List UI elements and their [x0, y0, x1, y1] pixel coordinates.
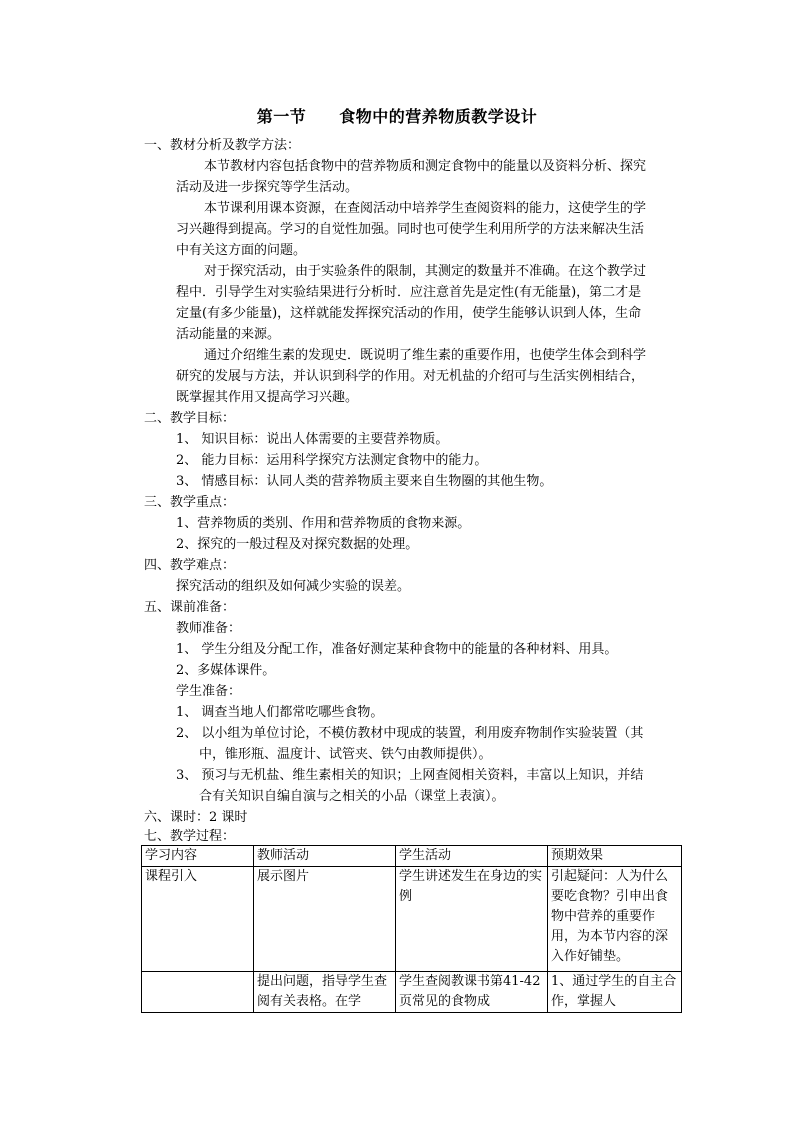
- subheading: 教师准备：: [176, 621, 242, 636]
- section-heading: 一、教材分析及教学方法：: [144, 138, 301, 153]
- paragraph-line: 活动能量的来源。: [176, 327, 281, 342]
- list-item: 1、 学生分组及分配工作，准备好测定某种食物中的能量的各种材料、用具。: [176, 642, 618, 657]
- teaching-process-table: [141, 845, 682, 1013]
- paragraph-line: 中有关这方面的问题。: [176, 243, 307, 258]
- table-header-row: [142, 846, 682, 867]
- table-header-cell: 学生活动: [396, 846, 548, 867]
- table-row: [142, 972, 682, 1013]
- paragraph-line: 探究活动的组织及如何减少实验的误差。: [176, 579, 411, 594]
- section-heading: 六、课时：2 课时: [144, 810, 248, 825]
- paragraph-line: 习兴趣得到提高。学习的自觉性加强。同时也可使学生利用所学的方法来解决生活: [176, 222, 645, 237]
- table-header-cell: 学习内容: [142, 846, 254, 867]
- list-item: 2、探究的一般过程及对探究数据的处理。: [176, 537, 419, 552]
- table-cell: 引起疑问：人为什么要吃食物？引申出食物中营养的重要作用，为本节内容的深入作好铺垫。: [548, 867, 682, 972]
- paragraph-line: 活动及进一步探究等学生活动。: [176, 180, 359, 195]
- table-cell: 1、通过学生的自主合作，掌握人: [548, 972, 682, 1013]
- list-item: 1、营养物质的类别、作用和营养物质的食物来源。: [176, 516, 471, 531]
- list-item: 2、多媒体课件。: [176, 663, 276, 678]
- table-cell: [142, 972, 254, 1013]
- paragraph-line: 定量(有多少能量)，这样就能发挥探究活动的作用，使学生能够认识到人体，生命: [176, 306, 642, 321]
- list-item: 3、 预习与无机盐、维生素相关的知识；上网查阅相关资料，丰富以上知识，并结: [176, 768, 644, 783]
- list-item: 1、 调查当地人们都常吃哪些食物。: [176, 705, 384, 720]
- list-item: 合有关知识自编自演与之相关的小品（课堂上表演）。: [199, 789, 505, 804]
- subheading: 学生准备：: [176, 684, 242, 699]
- paragraph-line: 程中．引导学生对实验结果进行分析时．应注意首先是定性(有无能量)，第二才是: [176, 285, 642, 300]
- section-heading: 五、课前准备：: [144, 600, 236, 615]
- section-heading: 二、教学目标：: [144, 411, 236, 426]
- list-item: 2、 能力目标：运用科学探究方法测定食物中的能力。: [176, 453, 488, 468]
- section-heading: 三、教学重点：: [144, 495, 236, 510]
- table-row: [142, 867, 682, 972]
- table-header-cell: 教师活动: [254, 846, 396, 867]
- table-cell: 提出问题，指导学生查阅有关表格。在学: [254, 972, 396, 1013]
- paragraph-line: 通过介绍维生素的发现史．既说明了维生素的重要作用，也使学生体会到科学: [204, 348, 647, 363]
- paragraph-line: 对于探究活动，由于实验条件的限制，其测定的数量并不准确。在这个教学过: [204, 264, 647, 279]
- section-heading: 四、教学难点：: [144, 558, 236, 573]
- list-item: 3、 情感目标：认同人类的营养物质主要来自生物圈的其他生物。: [176, 474, 553, 489]
- table-cell: 展示图片: [254, 867, 396, 972]
- list-item: 2、 以小组为单位讨论，不模仿教材中现成的装置，利用废弃物制作实验装置（其: [176, 726, 644, 741]
- paragraph-line: 本节教材内容包括食物中的营养物质和测定食物中的能量以及资料分析、探究: [204, 159, 647, 174]
- table-header-cell: 预期效果: [548, 846, 682, 867]
- page-title: 第一节 食物中的营养物质教学设计: [256, 107, 538, 126]
- paragraph-line: 既掌握其作用又提高学习兴趣。: [176, 390, 359, 405]
- table-cell: 课程引入: [142, 867, 254, 972]
- table-cell: 学生讲述发生在身边的实例: [396, 867, 548, 972]
- section-heading: 七、教学过程：: [144, 829, 236, 844]
- table-cell: 学生查阅教课书第41-42页常见的食物成: [396, 972, 548, 1013]
- paragraph-line: 本节课利用课本资源，在查阅活动中培养学生查阅资料的能力，这使学生的学: [204, 201, 647, 216]
- list-item: 中，锥形瓶、温度计、试管夹、铁勺由教师提供）。: [199, 747, 492, 762]
- list-item: 1、 知识目标：说出人体需要的主要营养物质。: [176, 432, 449, 447]
- paragraph-line: 研究的发展与方法，并认识到科学的作用。对无机盐的介绍可与生活实例相结合，: [176, 369, 645, 384]
